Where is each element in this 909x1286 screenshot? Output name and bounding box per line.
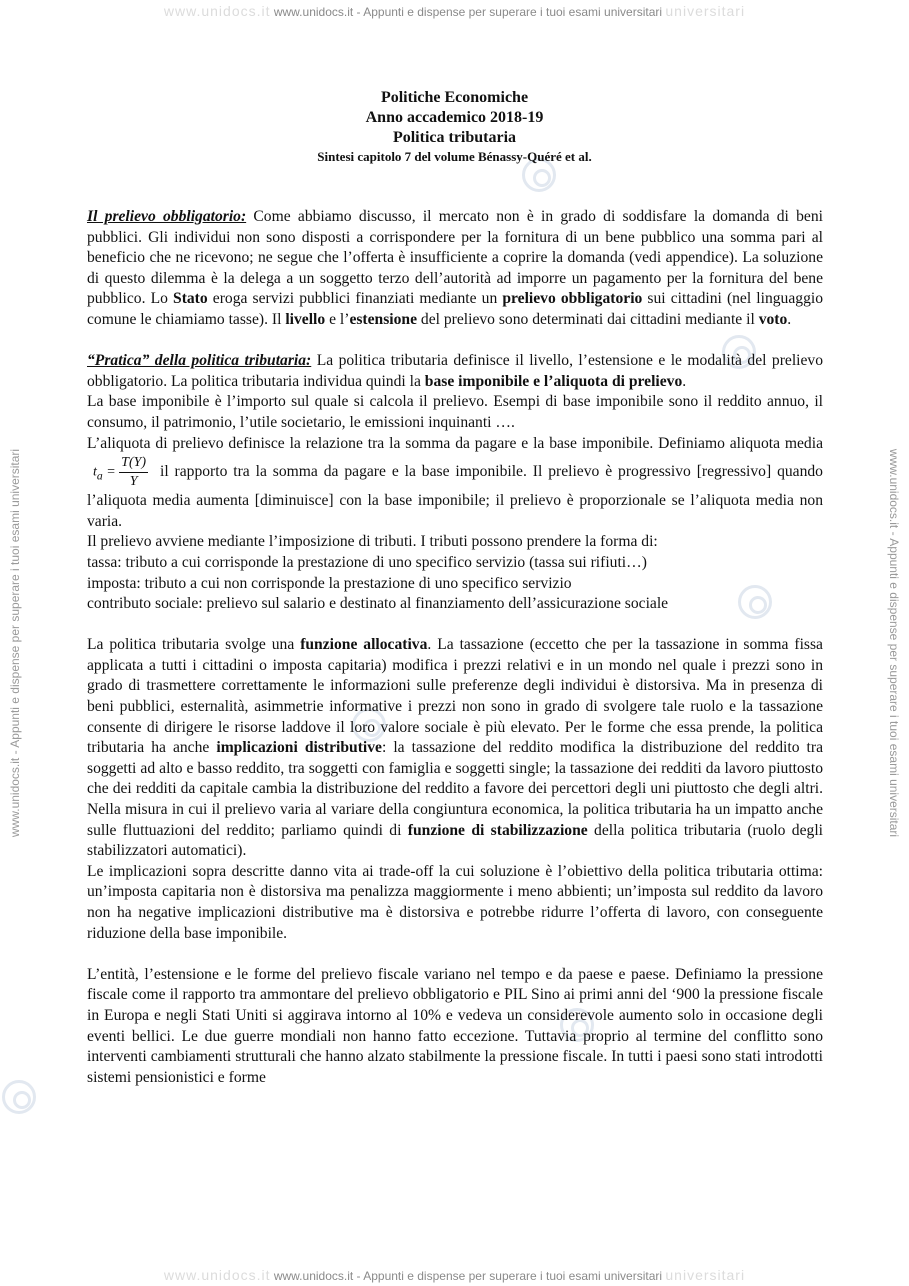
- document-header: [0, 88, 909, 166]
- formula-fraction: [119, 454, 148, 491]
- text-run: : la tassazione del reddito modifica la distribuzione del reddito tra soggetti ad alto e basso reddito, tra soggetti con famiglia e soggetti single; la tassazione dei redditi da lavoro piuttosto che dei redditi da capitale cambia la distribuzione del reddito a favore dei percettori degli uni piuttosto che degli altri. Nella misura in cui il prelievo varia al variare della congiuntura economica, la politica tributaria ha un impatto anche sulle fluttuazioni del reddito; parliamo quindi di: [87, 739, 823, 839]
- text-run: della politica tributaria (ruolo degli stabilizzatori automatici).: [87, 821, 823, 860]
- left-side-text: www.unidocs.it - Appunti e dispense per superare i tuoi esami universitari: [8, 448, 23, 838]
- text-run: La politica tributaria svolge una: [87, 636, 301, 654]
- topic-title: Politica tributaria: [392, 129, 517, 146]
- course-title: Politiche Economiche: [380, 89, 529, 106]
- formula-equals: =: [106, 464, 116, 480]
- bold-term: funzione di stabilizzazione: [407, 821, 588, 839]
- right-side-watermark: [879, 0, 909, 1286]
- top-banner: [0, 3, 909, 19]
- text-run: . La tassazione (eccetto che per la tassazione in somma fissa applicata a tutti i cittadini o imposta capitaria) modifica i prezzi relativi e in un mondo nel quale i prezzi sono in grado di trasmettere correttamente le informazioni sulle preferenze degli individui è distorsiva. Ma in presenza di beni pubblici, esternalità, asimmetrie informative i prezzi non sono in grado di svolgere tale ruolo e la tassazione consente di dirigere le risorse laddove il loro valore sociale è più elevato. Per le forme che essa prende, la politica tributaria ha anche: [87, 636, 823, 757]
- formula-denominator: Y: [129, 474, 138, 490]
- formula-numerator: T(Y): [119, 454, 148, 473]
- document-body: [87, 207, 823, 1088]
- bold-term: estensione: [349, 310, 418, 328]
- list-item: imposta: tributo a cui non corrisponde la prestazione di uno specifico servizio: [87, 574, 572, 592]
- text-run: Come abbiamo discusso, il mercato non è in grado di soddisfare la domanda di beni pubblici. Gli individui non sono disposti a corrispondere per la fornitura di un bene pubblico una somma pari al beneficio che ne ricevono; ne segue che l’offerta è insufficiente a coprire la domanda (vedi appendice). La soluzione di questo dilemma è la delega a un soggetto terzo dell’autorità ad imporre un pagamento per la fornitura del bene pubblico. Lo: [87, 208, 823, 308]
- text-run: sui cittadini (nel linguaggio comune le chiamiamo tasse). Il: [87, 290, 823, 328]
- paragraph-aliquota: [87, 434, 823, 533]
- bold-term: voto: [758, 310, 788, 328]
- paragraph-pratica: [87, 351, 823, 392]
- list-item: tassa: tributo a cui corrisponde la prestazione di uno specifico servizio (tassa sui rifiuti…): [87, 553, 647, 571]
- paragraph-prelievo: [87, 207, 823, 331]
- text-run: La politica tributaria definisce il livello, l’estensione e le modalità del prelievo obbligatorio. La politica tributaria individua quindi la: [87, 352, 823, 390]
- banner-ghost-right: universitari: [665, 1267, 746, 1283]
- paragraph-pressione-fiscale: L’entità, l’estensione e le forme del prelievo fiscale variano nel tempo e da paese e paese. Definiamo la pressione fiscale come il rapporto tra ammontare del prelievo obbligatorio e PIL Sino ai primi anni del ‘900 la pressione fiscale in Europa e negli Stati Uniti si aggirava intorno al 10% e vedeva un considerevole aumento solo in occasione degli eventi bellici. Le due guerre mondiali non hanno fatto eccezione. Tuttavia proprio al termine del conflitto sono interventi cambiamenti strutturali che hanno alzato stabilmente la pressione fiscale. In tutti i paesi sono stati introdotti sistemi pensionistici e forme: [87, 965, 823, 1086]
- paragraph-trade-off: Le implicazioni sopra descritte danno vita ai trade-off la cui soluzione è l’obiettivo della politica tributaria ottima: un’imposta capitaria non è distorsiva ma penalizza maggiormente i meno abbienti; un’imposta sul reddito da lavoro non ha negative implicazioni distributive ma è distorsiva e potrebbe ridurre l’offerta di lavoro, con conseguente riduzione della base imponibile.: [87, 862, 823, 942]
- watermark-logo-icon: [2, 1080, 36, 1114]
- list-item: contributo sociale: prelievo sul salario e destinato al finanziamento dell’assicurazione sociale: [87, 595, 669, 613]
- banner-ghost-left: www.unidocs.it: [163, 1267, 271, 1283]
- bold-term: funzione allocativa: [300, 636, 428, 654]
- formula-subscript: a: [96, 469, 103, 483]
- right-side-text: www.unidocs.it - Appunti e dispense per superare i tuoi esami universitari: [887, 448, 902, 838]
- text-run: .: [787, 310, 792, 328]
- text-run: eroga servizi pubblici finanziati mediante un: [207, 290, 503, 308]
- banner-text: www.unidocs.it - Appunti e dispense per superare i tuoi esami universitari: [273, 1269, 663, 1283]
- source-note: Sintesi capitolo 7 del volume Bénassy-Quéré et al.: [317, 149, 592, 164]
- banner-text: www.unidocs.it - Appunti e dispense per superare i tuoi esami universitari: [273, 5, 663, 19]
- academic-year: Anno accademico 2018-19: [365, 109, 544, 126]
- text-run: il rapporto tra la somma da pagare e la base imponibile. Il prelievo è progressivo [regressivo] quando l’aliquota media aumenta [diminuisce] con la base imponibile; il prelievo è proporzionale se l’aliquota media non varia.: [87, 463, 823, 530]
- banner-ghost-right: universitari: [665, 3, 746, 19]
- paragraph-lead: “Pratica” della politica tributaria:: [87, 352, 312, 370]
- paragraph-base-imponibile: La base imponibile è l’importo sul quale si calcola il prelievo. Esempi di base imponibile sono il reddito annuo, il consumo, il patrimonio, l’utile societario, le emissioni inquinanti ….: [87, 393, 823, 431]
- formula-lhs: t: [93, 464, 97, 480]
- paragraph-funzioni: [87, 635, 823, 862]
- bold-term: base imponibile e l’aliquota di prelievo: [424, 372, 683, 390]
- paragraph-lead: Il prelievo obbligatorio:: [87, 208, 247, 225]
- text-run: .: [682, 372, 687, 390]
- text-run: L’aliquota di prelievo definisce la relazione tra la somma da pagare e la base imponibile. Definiamo aliquota media: [87, 434, 823, 452]
- banner-ghost-left: www.unidocs.it: [163, 3, 271, 19]
- bold-term: prelievo obbligatorio: [502, 290, 643, 308]
- bold-term: Stato: [173, 290, 208, 308]
- text-run: e l’: [325, 310, 350, 328]
- bottom-banner: [0, 1267, 909, 1283]
- text-run: del prelievo sono determinati dai cittadini mediante il: [417, 310, 759, 328]
- list-item: Il prelievo avviene mediante l’imposizione di tributi. I tributi possono prendere la forma di:: [87, 533, 658, 551]
- bold-term: implicazioni distributive: [216, 739, 382, 757]
- bold-term: livello: [285, 310, 326, 328]
- average-rate-formula: [93, 454, 148, 491]
